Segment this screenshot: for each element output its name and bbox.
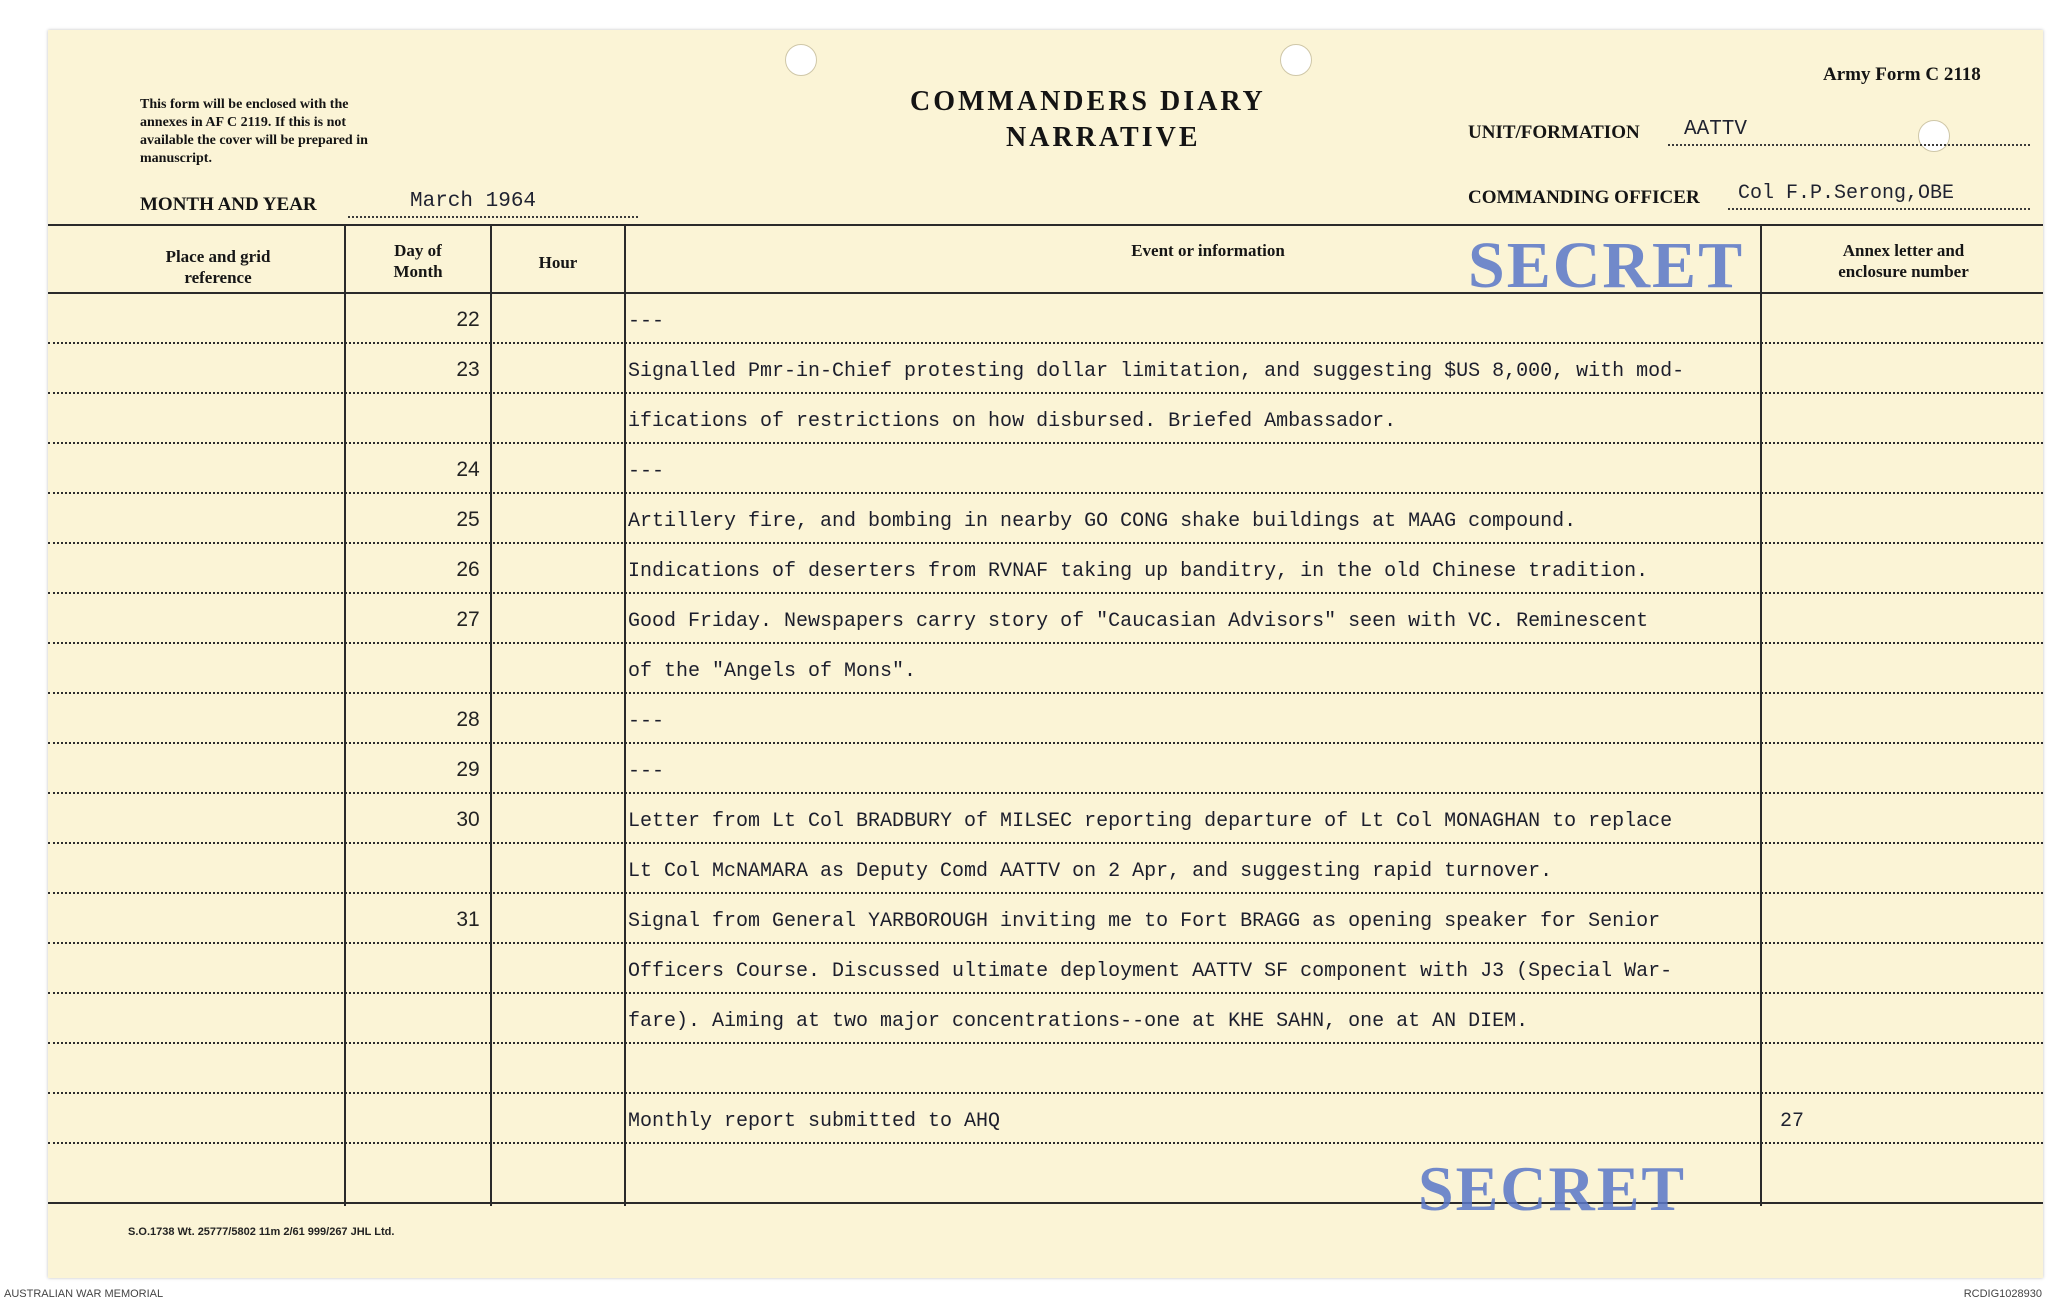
row-event: --- [628,310,665,333]
row-event: --- [628,460,665,483]
month-underline [348,216,638,218]
army-form-number: Army Form C 2118 [1823,64,1981,85]
row-rule [48,1092,2043,1094]
row-event: ifications of restrictions on how disbursed. Briefed Ambassador. [628,410,1397,433]
row-day: 27 [456,608,480,631]
col-divider-hour [624,226,626,1206]
row-event: Signalled Pmr-in-Chief protesting dollar limitation, and suggesting $US 8,000, with mod- [628,360,1685,383]
co-label: COMMANDING OFFICER [1468,187,1700,208]
co-value: Col F.P.Serong,OBE [1738,182,1955,205]
row-rule [48,692,2043,694]
row-day: 23 [456,358,480,381]
row-event: Signal from General YARBOROUGH inviting me to Fort BRAGG as opening speaker for Senior [628,910,1661,933]
footer-archive-id: RCDIG1028930 [1963,1288,2042,1300]
row-event: --- [628,710,665,733]
row-event: fare). Aiming at two major concentrations--one at KHE SAHN, one at AN DIEM. [628,1010,1529,1033]
row-day: 31 [456,908,480,931]
row-event: Good Friday. Newspapers carry story of "Caucasian Advisors" seen with VC. Reminescent [628,610,1649,633]
row-rule [48,942,2043,944]
row-rule [48,742,2043,744]
co-underline [1728,208,2030,210]
row-rule [48,792,2043,794]
row-day: 29 [456,758,480,781]
unit-underline [1668,144,2030,146]
month-label: MONTH AND YEAR [140,194,317,215]
header-bottom-rule [48,292,2043,294]
row-day: 24 [456,458,480,481]
header-annex: Annex letter and enclosure number [1838,241,1969,281]
month-value: March 1964 [410,190,537,213]
col-divider-place [344,226,346,1206]
row-event: Officers Course. Discussed ultimate deployment AATTV SF component with J3 (Special War- [628,960,1673,983]
row-rule [48,392,2043,394]
row-event: Lt Col McNAMARA as Deputy Comd AATTV on 2 Apr, and suggesting rapid turnover. [628,860,1553,883]
row-rule [48,1142,2043,1144]
punch-hole-left [785,44,817,76]
page-subtitle: NARRATIVE [1006,122,1201,153]
row-rule [48,492,2043,494]
page-title: COMMANDERS DIARY [910,86,1266,117]
row-rule [48,892,2043,894]
row-rule [48,1042,2043,1044]
row-rule [48,842,2043,844]
row-event: --- [628,760,665,783]
diary-page [48,30,2043,1278]
table-top-rule [48,224,2043,226]
punch-hole-edge [1918,120,1950,152]
row-rule [48,992,2043,994]
secret-stamp-top: SECRET [1468,229,1745,302]
header-hour: Hour [538,253,578,272]
header-day: Day of Month [393,241,443,281]
row-rule [48,442,2043,444]
row-event: of the "Angels of Mons". [628,660,917,683]
row-day: 22 [456,308,480,331]
col-divider-event [1760,226,1762,1206]
row-event: Artillery fire, and bombing in nearby GO CONG shake buildings at MAAG compound. [628,510,1577,533]
row-event: Letter from Lt Col BRADBURY of MILSEC reporting departure of Lt Col MONAGHAN to replace [628,810,1673,833]
row-rule [48,642,2043,644]
header-place: Place and grid reference [165,247,271,287]
row-event: Indications of deserters from RVNAF taking up banditry, in the old Chinese tradition. [628,560,1649,583]
row-day: 26 [456,558,480,581]
row-annex: 27 [1780,1110,1805,1133]
row-rule [48,342,2043,344]
secret-stamp-bottom: SECRET [1418,1153,1687,1224]
row-day: 25 [456,508,480,531]
punch-hole-right [1280,44,1312,76]
row-rule [48,592,2043,594]
form-note: This form will be enclosed with the annexes in AF C 2119. If this is not available the cover will be prepared in manuscript. [140,97,368,166]
print-code: S.O.1738 Wt. 25777/5802 11m 2/61 999/267 JHL Ltd. [128,1226,395,1238]
row-rule [48,542,2043,544]
footer-archive-name: AUSTRALIAN WAR MEMORIAL [4,1288,164,1300]
row-event: Monthly report submitted to AHQ [628,1110,1001,1133]
unit-value: AATTV [1684,118,1748,141]
unit-label: UNIT/FORMATION [1468,122,1640,143]
header-event: Event or information [1131,241,1285,260]
row-day: 30 [456,808,480,831]
row-day: 28 [456,708,480,731]
table-bottom-rule [48,1202,2043,1204]
